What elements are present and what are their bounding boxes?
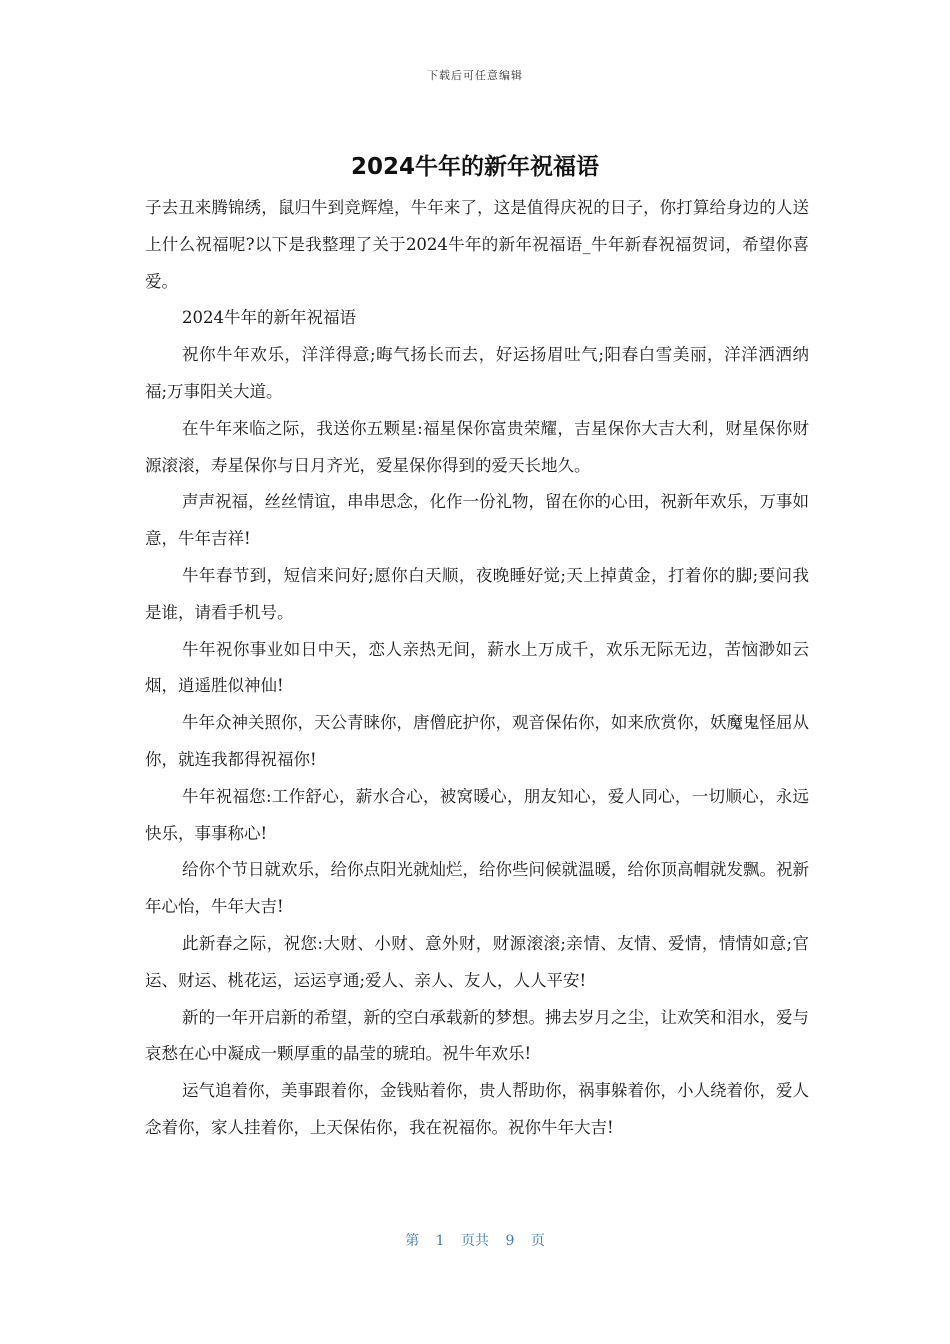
paragraph: 2024牛年的新年祝福语 — [182, 308, 356, 328]
paragraph: 在牛年来临之际，我送你五颗星:福星保你富贵荣耀，吉星保你大吉大利，财星保你财源滚滚，寿星保你与日月齐光，爱星保你得到的爱天长地久。 — [145, 418, 809, 475]
paragraph: 此新春之际，祝您:大财、小财、意外财，财源滚滚;亲情、友情、爱情，情情如意;官运、财运、桃花运，运运亨通;爱人、亲人、友人，人人平安! — [145, 933, 809, 990]
footer-page-number: 1 — [435, 1233, 445, 1249]
footer-total-pages: 9 — [505, 1233, 515, 1249]
paragraph: 牛年祝福您:工作舒心，薪水合心，被窝暖心，朋友知心，爱人同心，一切顺心，永远快乐，事事称心! — [145, 786, 809, 843]
footer-middle: 页共 — [461, 1233, 489, 1249]
footer-suffix: 页 — [530, 1233, 545, 1249]
paragraph: 运气追着你，美事跟着你，金钱贴着你，贵人帮助你，祸事躲着你，小人绕着你，爱人念着你，家人挂着你，上天保佑你，我在祝福你。祝你牛年大吉! — [145, 1081, 809, 1137]
paragraph: 声声祝福，丝丝情谊，串串思念，化作一份礼物，留在你的心田，祝新年欢乐，万事如意，牛年吉祥! — [145, 492, 809, 549]
paragraph: 牛年众神关照你，天公青睐你，唐僧庇护你，观音保佑你，如来欣赏你，妖魔鬼怪屈从你，就连我都得祝福你! — [145, 713, 809, 769]
paragraph: 祝你牛年欢乐，洋洋得意;晦气扬长而去，好运扬眉吐气;阳春白雪美丽，洋洋洒洒纳福;万事阳关大道。 — [145, 345, 809, 401]
paragraph: 给你个节日就欢乐，给你点阳光就灿烂，给你些问候就温暖，给你顶高帽就发飘。祝新年心怡，牛年大吉! — [145, 860, 809, 917]
page-title: 2024牛年的新年祝福语 — [350, 154, 599, 180]
document-body — [145, 190, 809, 1147]
paragraph: 子去丑来腾锦绣，鼠归牛到竞辉煌，牛年来了，这是值得庆祝的日子，你打算给身边的人送上什么祝福呢?以下是我整理了关于2024牛年的新年祝福语_牛年新春祝福贺词，希望你喜爱。 — [145, 198, 809, 291]
paragraph: 牛年春节到，短信来问好;愿你白天顺，夜晚睡好觉;天上掉黄金，打着你的脚;要问我是谁，请看手机号。 — [145, 565, 809, 622]
page-footer — [0, 1230, 950, 1250]
footer-prefix: 第 — [405, 1233, 420, 1249]
paragraph: 牛年祝你事业如日中天，恋人亲热无间，薪水上万成千，欢乐无际无边，苦恼渺如云烟，逍遥胜似神仙! — [145, 639, 809, 696]
header-note: 下载后可任意编辑 — [427, 69, 523, 82]
paragraph: 新的一年开启新的希望，新的空白承载新的梦想。拂去岁月之尘，让欢笑和泪水，爱与哀愁在心中凝成一颗厚重的晶莹的琥珀。祝牛年欢乐! — [145, 1007, 809, 1064]
